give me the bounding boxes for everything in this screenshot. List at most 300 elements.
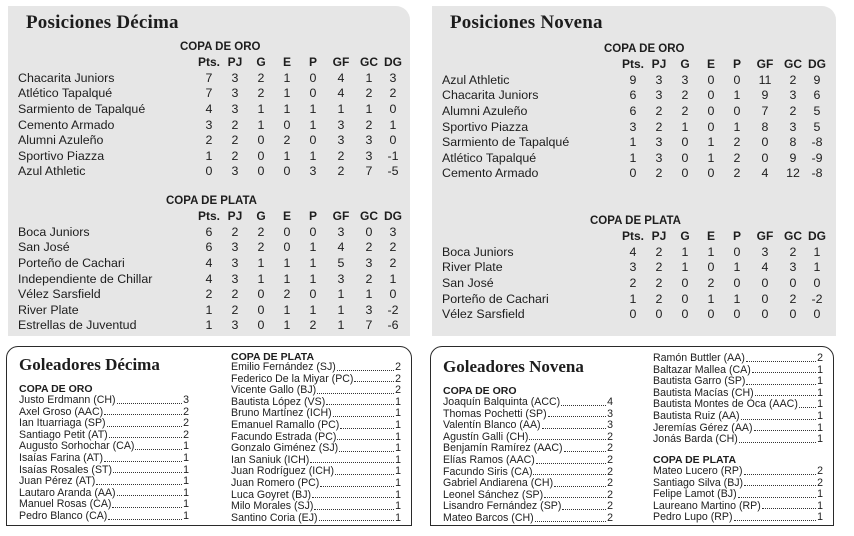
- stat-cell: 2: [733, 135, 741, 150]
- stat-cell: 7: [205, 70, 213, 85]
- stat-cell: 2: [257, 70, 265, 85]
- goleadores-novena-plata-label: COPA DE PLATA: [653, 454, 737, 466]
- stat-cell: 2: [681, 103, 689, 118]
- stat-cell: 2: [655, 103, 663, 118]
- stat-cell: 0: [813, 307, 821, 322]
- stat-cell: 1: [257, 101, 265, 116]
- dot-leader: [738, 497, 816, 498]
- scorer-name: Jeremías Gérez (AA): [653, 421, 753, 434]
- stat-cell: 2: [231, 117, 239, 132]
- dot-leader: [762, 508, 816, 509]
- stat-cell: 3: [789, 88, 797, 103]
- stat-cell: 4: [761, 166, 769, 181]
- stat-cell: 3: [309, 164, 317, 179]
- scorer-goals: 1: [395, 418, 401, 431]
- posiciones-novena-title: Posiciones Novena: [450, 12, 603, 33]
- list-item: [19, 511, 189, 523]
- dot-leader: [340, 428, 394, 429]
- scorer-goals: 1: [183, 463, 189, 476]
- scorer-name: Benjamín Ramírez (AAC): [443, 442, 563, 455]
- scorer-goals: 1: [183, 475, 189, 488]
- stat-cell: 0: [283, 164, 291, 179]
- scorer-goals: 3: [183, 394, 189, 406]
- stat-cell: 1: [365, 70, 373, 85]
- team-name: Chacarita Juniors: [442, 88, 539, 103]
- stat-cell: 0: [707, 307, 715, 322]
- table-row: [442, 291, 828, 307]
- column-header: G: [256, 209, 266, 223]
- column-header: GC: [784, 229, 802, 243]
- scorer-name: Luca Goyret (BJ): [231, 488, 312, 501]
- list-item: [443, 478, 613, 490]
- team-name: Alumni Azuleño: [18, 133, 104, 148]
- column-header: PJ: [227, 55, 243, 69]
- scorer-goals: 2: [817, 476, 823, 489]
- stat-cell: 1: [629, 150, 637, 165]
- scorer-goals: 2: [817, 352, 823, 364]
- list-item: [231, 443, 401, 455]
- stat-cell: -9: [811, 150, 823, 165]
- stat-cell: 2: [337, 148, 345, 163]
- stat-cell: 0: [681, 135, 689, 150]
- list-item: [19, 453, 189, 465]
- stat-cell: 4: [205, 101, 213, 116]
- stat-cell: 1: [629, 135, 637, 150]
- scorer-goals: 2: [607, 511, 613, 524]
- stat-cell: -5: [387, 164, 399, 179]
- copa-label: COPA DE ORO: [180, 41, 261, 53]
- scorer-goals: 2: [183, 405, 189, 418]
- stat-cell: 1: [733, 260, 741, 275]
- stat-cell: 6: [205, 224, 213, 239]
- stat-cell: 1: [707, 244, 715, 259]
- stat-cell: 0: [733, 244, 741, 259]
- dot-leader: [744, 474, 817, 475]
- stat-cell: 1: [389, 271, 397, 286]
- table-row: [442, 119, 828, 135]
- stat-cell: 3: [337, 224, 345, 239]
- stat-cell: 2: [681, 88, 689, 103]
- dot-leader: [314, 509, 394, 510]
- stat-cell: 0: [707, 260, 715, 275]
- stat-cell: 1: [337, 302, 345, 317]
- scorer-goals: 1: [817, 499, 823, 512]
- stat-cell: 4: [205, 271, 213, 286]
- column-header: DG: [808, 229, 826, 243]
- stat-cell: 0: [733, 275, 741, 290]
- stat-cell: 0: [813, 275, 821, 290]
- stat-cell: 0: [257, 287, 265, 302]
- scorer-goals: 1: [183, 486, 189, 499]
- stat-cell: 2: [365, 271, 373, 286]
- scorer-goals: 1: [817, 363, 823, 376]
- stat-cell: 3: [655, 88, 663, 103]
- table-header-row: [18, 208, 404, 224]
- stat-cell: 0: [733, 72, 741, 87]
- list-item: [19, 395, 189, 407]
- stat-cell: 0: [309, 133, 317, 148]
- stat-cell: 1: [283, 148, 291, 163]
- table-row: [18, 240, 404, 256]
- scorer-name: Federico De la Miyar (PC): [231, 372, 354, 385]
- stat-cell: 0: [389, 133, 397, 148]
- stat-cell: 0: [707, 103, 715, 118]
- posiciones-decima-title: Posiciones Décima: [26, 12, 179, 33]
- stat-cell: 3: [389, 224, 397, 239]
- stat-cell: 1: [283, 70, 291, 85]
- team-name: Porteño de Cachari: [442, 291, 549, 306]
- stat-cell: 0: [283, 240, 291, 255]
- dot-leader: [529, 439, 606, 440]
- stat-cell: 0: [789, 275, 797, 290]
- stat-cell: 2: [205, 287, 213, 302]
- team-name: Boca Juniors: [18, 224, 90, 239]
- table-row: [18, 148, 404, 164]
- table-row: [18, 224, 404, 240]
- team-name: San José: [442, 275, 494, 290]
- table-row: [18, 302, 404, 318]
- copa-label: COPA DE PLATA: [166, 195, 257, 207]
- scorer-goals: 1: [395, 430, 401, 443]
- table-row: [18, 255, 404, 271]
- table-row: [18, 101, 404, 117]
- table-row: [442, 260, 828, 276]
- column-header: G: [680, 229, 690, 243]
- scorer-name: Isaías Rosales (ST): [19, 463, 113, 476]
- dot-leader: [317, 393, 394, 394]
- stat-cell: 1: [707, 150, 715, 165]
- scorer-name: Isaías Farina (AT): [19, 451, 103, 464]
- stat-cell: 8: [789, 135, 797, 150]
- scorer-goals: 1: [817, 488, 823, 501]
- stat-cell: 1: [309, 271, 317, 286]
- stat-cell: -8: [811, 135, 823, 150]
- scorer-goals: 3: [607, 407, 613, 420]
- column-header: PJ: [651, 57, 667, 71]
- team-name: Sarmiento de Tapalqué: [442, 135, 570, 150]
- stat-cell: 4: [205, 255, 213, 270]
- scorer-goals: 2: [395, 361, 401, 373]
- scorer-goals: 2: [183, 428, 189, 441]
- scorer-name: Santiago Petit (AT): [19, 428, 108, 441]
- scorer-name: Santiago Silva (BJ): [653, 476, 744, 489]
- column-header: P: [732, 57, 741, 71]
- stat-cell: 2: [205, 133, 213, 148]
- scorer-name: Facundo Estrada (PC): [231, 430, 337, 443]
- stat-cell: 2: [231, 224, 239, 239]
- stat-cell: 2: [365, 86, 373, 101]
- stat-cell: 1: [309, 101, 317, 116]
- stat-cell: 1: [813, 260, 821, 275]
- dot-leader: [117, 403, 183, 404]
- stat-cell: 3: [231, 271, 239, 286]
- stat-cell: 2: [257, 240, 265, 255]
- stat-cell: 0: [309, 70, 317, 85]
- stat-cell: 3: [231, 318, 239, 333]
- stat-cell: 1: [813, 244, 821, 259]
- stat-cell: 6: [629, 103, 637, 118]
- stat-cell: 1: [309, 302, 317, 317]
- stat-cell: 2: [789, 103, 797, 118]
- list-item: [19, 476, 189, 488]
- stat-cell: 1: [733, 291, 741, 306]
- stat-cell: 0: [681, 307, 689, 322]
- stat-cell: 0: [309, 86, 317, 101]
- table-row: [442, 244, 828, 260]
- stat-cell: 0: [205, 164, 213, 179]
- stat-cell: 2: [789, 291, 797, 306]
- stat-cell: 3: [231, 164, 239, 179]
- scorer-goals: 1: [395, 442, 401, 455]
- stat-cell: 0: [309, 287, 317, 302]
- scorer-name: Mateo Barcos (CH): [443, 511, 534, 524]
- scorer-goals: 2: [183, 417, 189, 430]
- scorer-name: Joaquín Balquinta (ACC): [443, 396, 561, 408]
- dot-leader: [117, 495, 183, 496]
- stat-cell: 2: [257, 86, 265, 101]
- stat-cell: -2: [387, 302, 399, 317]
- table-row: [442, 72, 828, 88]
- scorer-name: Bruno Martínez (ICH): [231, 407, 332, 420]
- stat-cell: 8: [761, 119, 769, 134]
- stat-cell: 1: [205, 302, 213, 317]
- dot-leader: [104, 461, 182, 462]
- scorer-name: Ian Ituarriaga (SP): [19, 417, 106, 430]
- table-row: [18, 70, 404, 86]
- dot-leader: [799, 407, 816, 408]
- list-item: [443, 397, 613, 409]
- stat-cell: 2: [389, 86, 397, 101]
- scorer-goals: 3: [607, 419, 613, 432]
- stat-cell: 9: [789, 150, 797, 165]
- dot-leader: [746, 361, 816, 362]
- team-header: [442, 56, 620, 72]
- scorer-goals: 2: [607, 453, 613, 466]
- stat-cell: 0: [629, 166, 637, 181]
- stat-cell: 1: [681, 244, 689, 259]
- dot-leader: [333, 416, 394, 417]
- stat-cell: 2: [309, 318, 317, 333]
- stat-cell: 2: [231, 133, 239, 148]
- scorer-name: Axel Groso (AAC): [19, 405, 104, 418]
- stat-cell: 1: [309, 240, 317, 255]
- stat-cell: 2: [231, 302, 239, 317]
- dot-leader: [312, 497, 394, 498]
- team-name: River Plate: [442, 260, 503, 275]
- goleadores-novena-oro-list: [443, 397, 613, 525]
- scorer-goals: 1: [183, 509, 189, 522]
- team-name: Independiente de Chillar: [18, 271, 153, 286]
- stat-cell: 9: [629, 72, 637, 87]
- stat-cell: 3: [337, 117, 345, 132]
- table-header-row: [442, 56, 828, 72]
- stat-cell: 2: [733, 166, 741, 181]
- stat-cell: 1: [733, 88, 741, 103]
- scorer-name: Pedro Lupo (RP): [653, 511, 733, 524]
- stat-cell: 3: [205, 117, 213, 132]
- stat-cell: 1: [283, 255, 291, 270]
- stat-cell: 0: [761, 275, 769, 290]
- scorer-goals: 2: [607, 488, 613, 501]
- stat-cell: 1: [283, 302, 291, 317]
- team-name: Sportivo Piazza: [442, 119, 529, 134]
- stat-cell: 0: [761, 307, 769, 322]
- team-name: Estrellas de Juventud: [18, 318, 137, 333]
- column-header: G: [680, 57, 690, 71]
- stat-cell: 1: [365, 287, 373, 302]
- scorer-name: Juan Rodríguez (ICH): [231, 465, 335, 478]
- stat-cell: 3: [655, 135, 663, 150]
- stat-cell: 3: [337, 271, 345, 286]
- scorer-name: Ramón Buttler (AA): [653, 352, 745, 364]
- dot-leader: [107, 426, 183, 427]
- stat-cell: 2: [231, 148, 239, 163]
- table-row: [442, 275, 828, 291]
- stat-cell: 3: [389, 70, 397, 85]
- stat-cell: 2: [655, 244, 663, 259]
- column-header: GF: [756, 229, 774, 243]
- scorer-name: Bautista Macías (CH): [653, 386, 754, 399]
- list-item: [231, 501, 401, 513]
- scorer-name: Gabriel Andiarena (CH): [443, 477, 554, 490]
- column-header: P: [308, 55, 317, 69]
- stat-cell: 2: [629, 275, 637, 290]
- stat-cell: 4: [629, 244, 637, 259]
- column-header: DG: [384, 55, 402, 69]
- posiciones-novena-panel: [432, 6, 836, 336]
- table-row: [442, 306, 828, 322]
- stat-cell: 9: [813, 72, 821, 87]
- stat-cell: 0: [283, 224, 291, 239]
- scorer-goals: 1: [183, 440, 189, 453]
- column-header: Pts.: [197, 55, 220, 69]
- scorer-goals: 1: [395, 488, 401, 501]
- stat-cell: 0: [283, 117, 291, 132]
- column-header: G: [256, 55, 266, 69]
- scorer-name: Justo Erdmann (CH): [19, 394, 116, 406]
- stat-cell: 1: [707, 135, 715, 150]
- column-header: GF: [756, 57, 774, 71]
- scorer-name: Leonel Sánchez (SP): [443, 488, 544, 501]
- stat-cell: 1: [283, 101, 291, 116]
- scorer-goals: 4: [607, 396, 613, 408]
- list-item: [653, 466, 823, 478]
- stat-cell: 0: [733, 103, 741, 118]
- stat-cell: 0: [789, 307, 797, 322]
- scorer-name: Bautista López (VS): [231, 395, 326, 408]
- list-item: [231, 420, 401, 432]
- novena-plata-table: [442, 214, 828, 322]
- novena-oro-table: [442, 42, 828, 181]
- scorer-name: Mateo Lucero (RP): [653, 465, 743, 477]
- stat-cell: 3: [365, 255, 373, 270]
- stat-cell: 3: [655, 150, 663, 165]
- stat-cell: 0: [629, 307, 637, 322]
- stat-cell: 1: [337, 287, 345, 302]
- stat-cell: 2: [365, 240, 373, 255]
- scorer-goals: 2: [395, 384, 401, 397]
- dot-leader: [741, 419, 817, 420]
- stat-cell: 7: [365, 318, 373, 333]
- scorer-goals: 1: [817, 386, 823, 399]
- stat-cell: -2: [811, 291, 823, 306]
- column-header: GF: [332, 209, 350, 223]
- goleadores-decima-oro-label: COPA DE ORO: [19, 383, 93, 395]
- scorer-name: Valentín Blanco (AA): [443, 419, 541, 432]
- scorer-name: Manuel Rosas (CA): [19, 498, 112, 511]
- list-item: [231, 362, 401, 374]
- stat-cell: 1: [309, 117, 317, 132]
- scorer-name: Emilio Fernández (SJ): [231, 361, 336, 373]
- stat-cell: 0: [681, 275, 689, 290]
- scorer-name: Gonzalo Giménez (SJ): [231, 442, 339, 455]
- scorer-name: Agustín Galli (CH): [443, 430, 529, 443]
- table-row: [18, 86, 404, 102]
- scorer-name: Vicente Gallo (BJ): [231, 384, 317, 397]
- list-item: [653, 434, 823, 446]
- stat-cell: 0: [681, 291, 689, 306]
- table-header-row: [442, 228, 828, 244]
- stat-cell: 2: [283, 287, 291, 302]
- scorer-name: Milo Morales (SJ): [231, 500, 314, 513]
- stat-cell: 1: [257, 117, 265, 132]
- stat-cell: 3: [789, 119, 797, 134]
- dot-leader: [337, 439, 394, 440]
- dot-leader: [319, 520, 395, 521]
- column-header: E: [282, 209, 291, 223]
- team-name: Cemento Armado: [18, 117, 115, 132]
- stat-cell: 1: [365, 101, 373, 116]
- dot-leader: [554, 486, 606, 487]
- stat-cell: 0: [707, 72, 715, 87]
- dot-leader: [533, 474, 606, 475]
- goleadores-novena-box: [430, 346, 834, 526]
- stat-cell: 0: [257, 302, 265, 317]
- scorer-goals: 2: [607, 442, 613, 455]
- team-header: [442, 228, 620, 244]
- team-header: [18, 208, 196, 224]
- stat-cell: 1: [205, 148, 213, 163]
- dot-leader: [112, 507, 182, 508]
- dot-leader: [542, 428, 607, 429]
- stat-cell: 4: [337, 86, 345, 101]
- column-header: GF: [332, 55, 350, 69]
- scorer-name: Augusto Sorhochar (CA): [19, 440, 135, 453]
- table-row: [442, 88, 828, 104]
- stat-cell: 1: [707, 291, 715, 306]
- stat-cell: 3: [655, 72, 663, 87]
- team-name: Porteño de Cachari: [18, 255, 125, 270]
- dot-leader: [113, 472, 182, 473]
- team-header: [18, 54, 196, 70]
- column-header: P: [732, 229, 741, 243]
- stat-cell: 2: [655, 275, 663, 290]
- copa-label: COPA DE ORO: [604, 43, 685, 55]
- stat-cell: 0: [389, 287, 397, 302]
- goleadores-novena-oro-label: COPA DE ORO: [443, 385, 517, 397]
- scorer-name: Facundo Siris (CA): [443, 465, 533, 478]
- scorer-goals: 1: [817, 511, 823, 524]
- column-header: E: [282, 55, 291, 69]
- stat-cell: 0: [761, 135, 769, 150]
- stat-cell: 4: [337, 240, 345, 255]
- team-name: Cemento Armado: [442, 166, 539, 181]
- stat-cell: 7: [365, 164, 373, 179]
- stat-cell: 3: [629, 260, 637, 275]
- stat-cell: 7: [205, 86, 213, 101]
- scorer-goals: 2: [607, 465, 613, 478]
- dot-leader: [755, 395, 816, 396]
